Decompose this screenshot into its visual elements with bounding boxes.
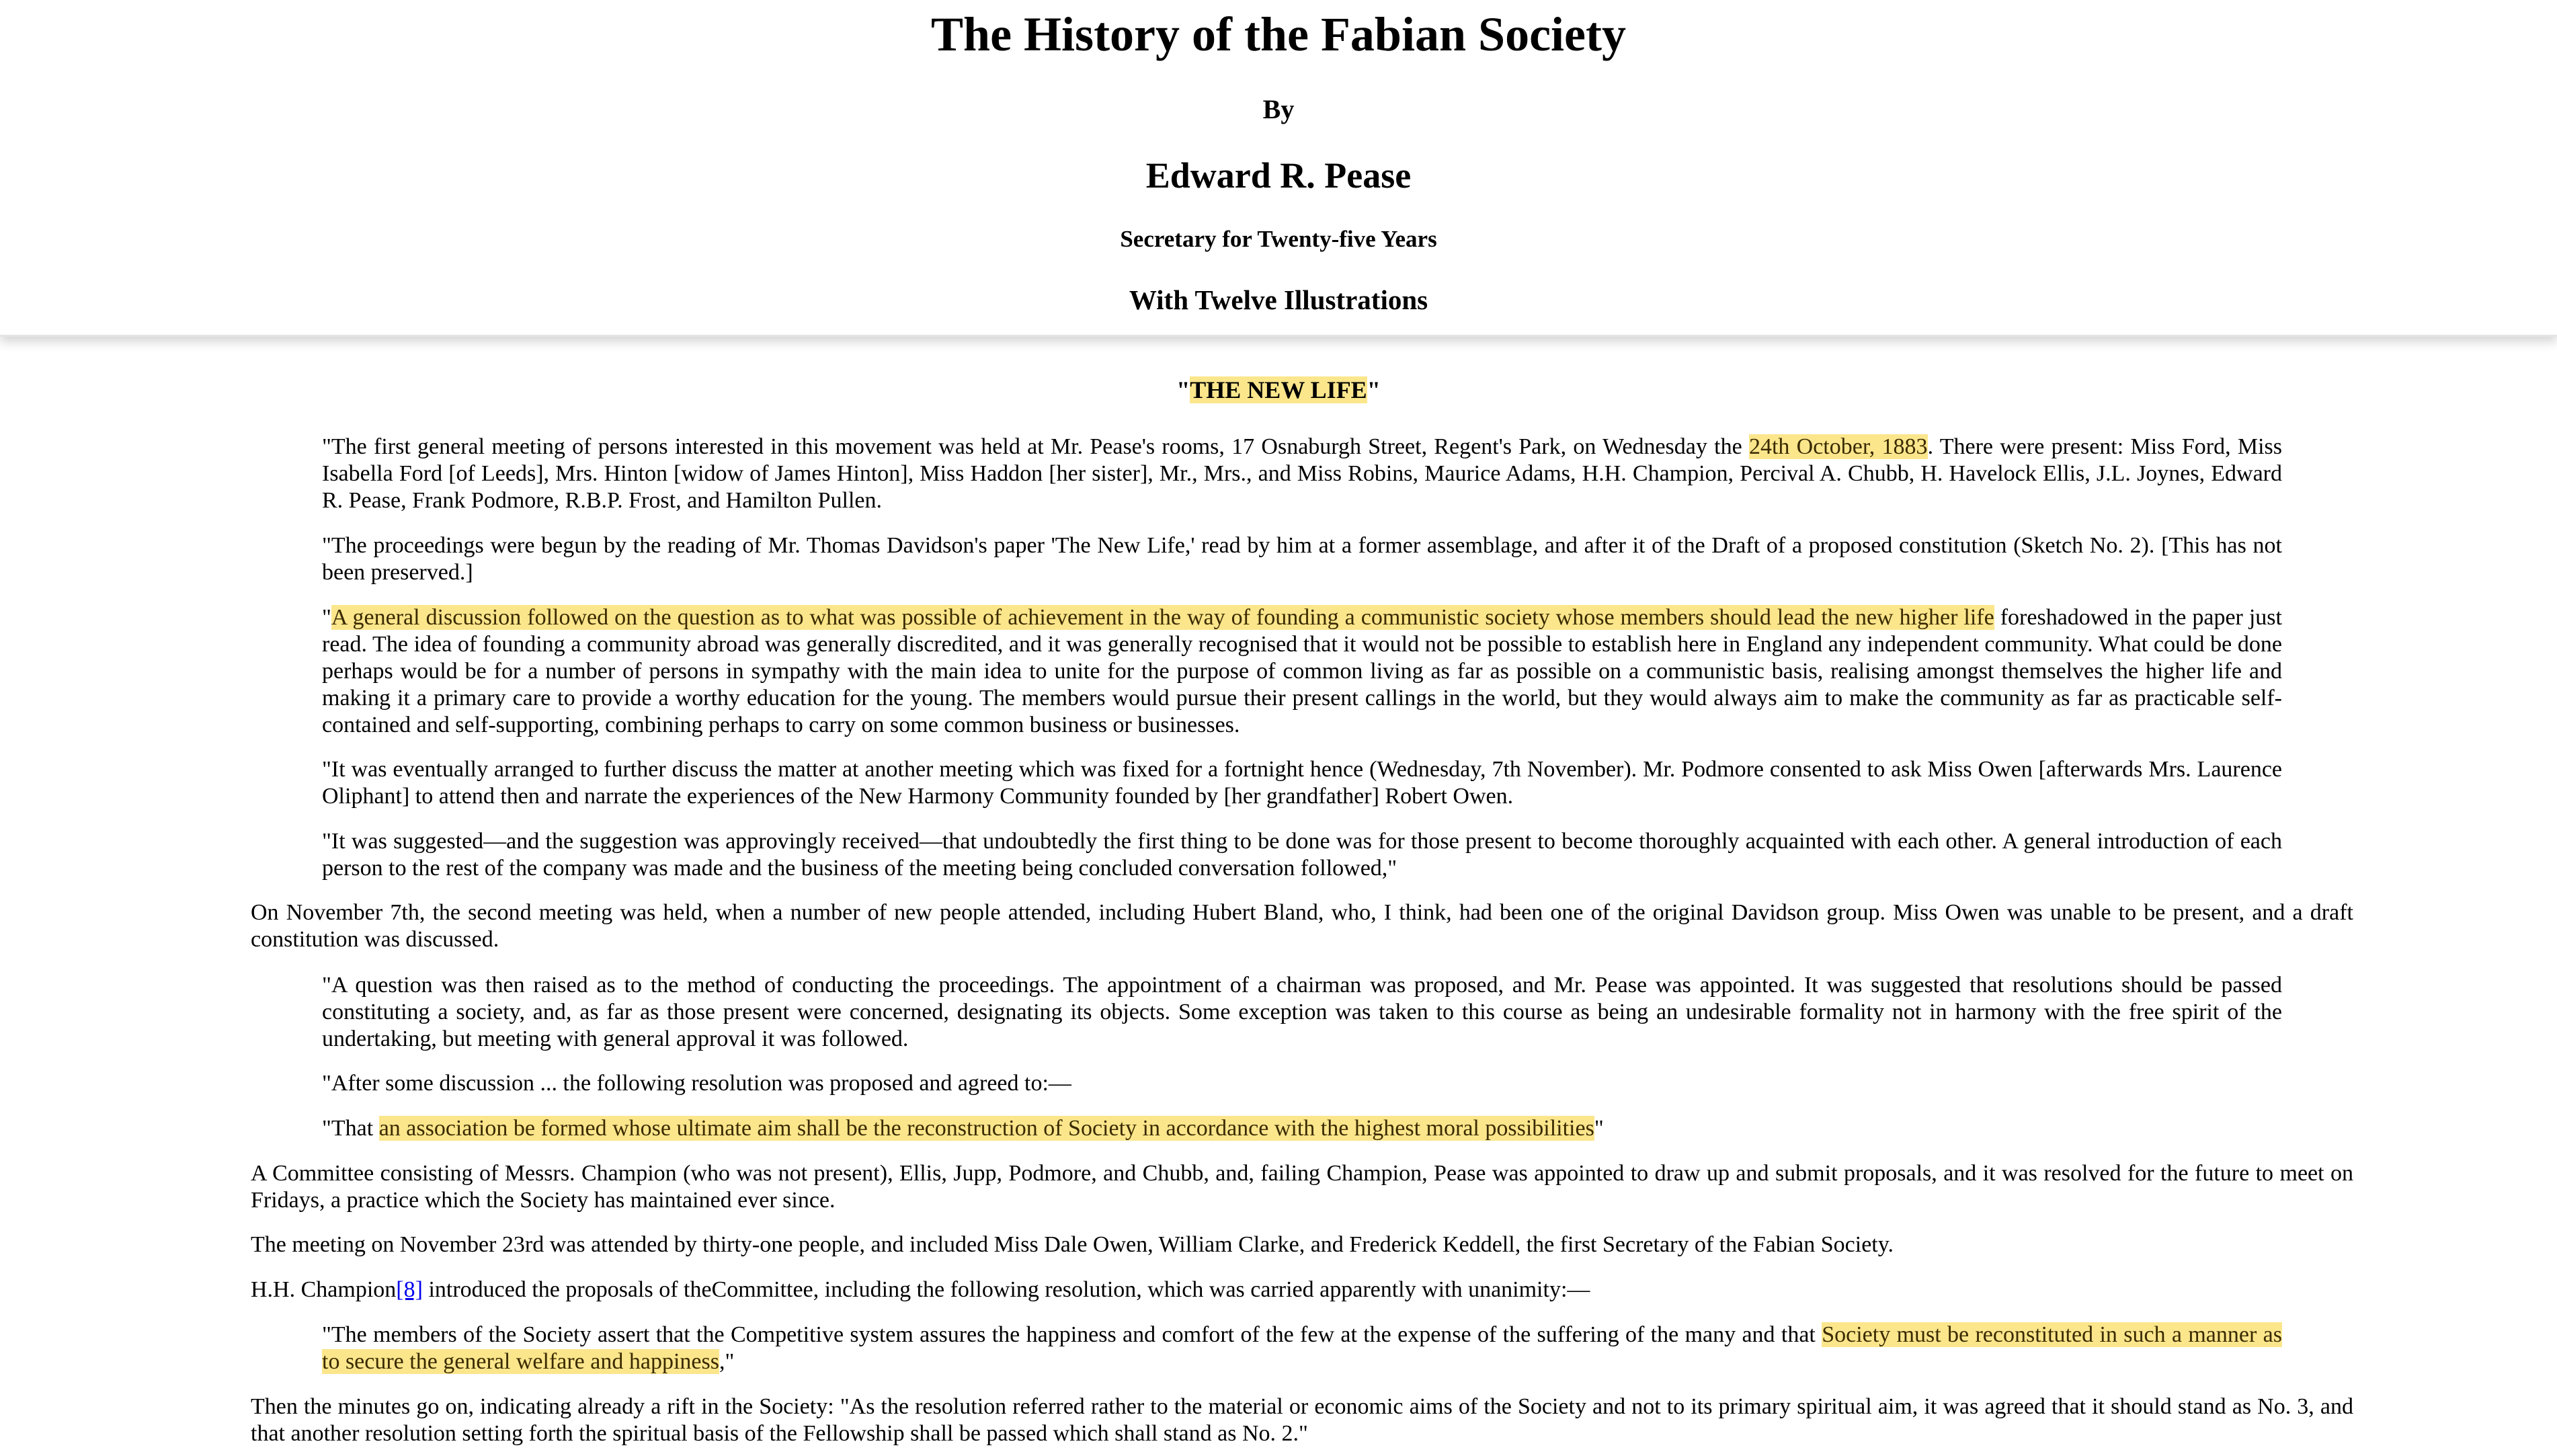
text-segment: "The first general meeting of persons interested in this movement was held at Mr. Pease's rooms, 17 Osnaburgh Street, Regent's Park, on Wednesday the	[322, 434, 1749, 459]
text-segment: "The members of the Society assert that the Competitive system assures the happiness and comfort of the few at the expense of the suffering of the many and that	[322, 1322, 1822, 1347]
heading-close-quote: "	[1367, 376, 1381, 403]
quote-paragraph	[322, 1322, 2282, 1375]
highlight[interactable]: THE NEW LIFE	[1190, 376, 1367, 403]
highlight[interactable]: A general discussion followed on the question as to what was possible of achievement in the way of founding a communistic society whose members should lead the new higher life	[331, 605, 1994, 630]
highlight[interactable]: an association be formed whose ultimate aim shall be the reconstruction of Society in accordance with the highest moral possibilities	[378, 1116, 1594, 1141]
footnote-link[interactable]: [8]	[396, 1277, 423, 1302]
body-paragraph: On November 7th, the second meeting was held, when a number of new people attended, including Hubert Bland, who, I think, had been one of the original Davidson group. Miss Owen was unable to be present, and a draft constitution was discussed.	[251, 900, 2353, 952]
quote-paragraph: "The proceedings were begun by the reading of Mr. Thomas Davidson's paper 'The New Life,' read by him at a former assemblage, and after it of the Draft of a proposed constitution (Sketch No. 2). [This has not been preserved.]	[322, 533, 2282, 585]
text-segment: "	[322, 605, 331, 630]
body-paragraph: A Committee consisting of Messrs. Champion (who was not present), Ellis, Jupp, Podmore, and Chubb, and, failing Champion, Pease was appointed to draw up and submit proposals, and it was resolved for the future to meet on Fridays, a practice which the Society has maintained ever since.	[251, 1161, 2353, 1213]
quote-paragraph: "It was suggested—and the suggestion was approvingly received—that undoubtedly the first thing to be done was for those present to become thoroughly acquainted with each other. A general introduction of each person to the rest of the company was made and the business of the meeting being concluded conversation followed,"	[322, 829, 2282, 881]
quote-paragraph: "After some discussion ... the following resolution was proposed and agreed to:—	[322, 1071, 1071, 1096]
highlight[interactable]: Society must be reconstituted in such a manner as to secure the general welfare and happiness	[322, 1322, 2282, 1374]
text-segment: ,"	[719, 1349, 735, 1374]
quote-paragraph	[322, 1115, 2282, 1142]
quote-paragraph	[322, 434, 2282, 514]
highlight[interactable]: 24th October, 1883	[1748, 434, 1928, 459]
heading-open-quote: "	[1176, 376, 1190, 403]
body-paragraph: Then the minutes go on, indicating already a rift in the Society: "As the resolution referred rather to the material or economic aims of the Society and not to its primary spiritual aim, it was agreed that it should stand as No. 3, and that another resolution setting forth the spiritual basis of the Fellowship shall be passed which shall stand as No. 2."	[251, 1394, 2353, 1446]
book-header	[0, 0, 2557, 337]
quote-paragraph: "A question was then raised as to the method of conducting the proceedings. The appointment of a chairman was proposed, and Mr. Pease was appointed. It was suggested that resolutions should be passed constituting a society, and, as far as those present were concerned, designating its objects. Some exception was taken to this course as being an undesirable formality not in harmony with the free spirit of the undertaking, but meeting with general approval it was followed.	[322, 973, 2282, 1051]
author-name: Edward R. Pease	[1145, 155, 1412, 196]
text-segment: introduced the proposals of theCommittee, including the following resolution, which was carried apparently with unanimity:—	[422, 1277, 1590, 1302]
body-paragraph: The meeting on November 23rd was attended by thirty-one people, and included Miss Dale Owen, William Clarke, and Frederick Keddell, the first Secretary of the Fabian Society.	[251, 1232, 1894, 1257]
book-title: The History of the Fabian Society	[931, 7, 1626, 61]
body-paragraph	[251, 1277, 2353, 1303]
text-segment: foreshadowed in the paper just read. The idea of founding a community abroad was generally discredited, and it was generally recognised that it would not be possible to establish here in England any independent community. What could be done perhaps would be for a number of persons in sympathy with the main idea to unite for the purpose of common living as far as possible on a communistic basis, realising amongst themselves the higher life and making it a primary care to provide a worthy education for the young. The members would pursue their present callings in the world, but they would always aim to make the community as far as practicable self-contained and self-supporting, combining perhaps to carry on some common business or businesses.	[322, 605, 2282, 737]
text-segment: H.H. Champion	[251, 1277, 397, 1302]
chapter-heading	[0, 374, 2557, 406]
quote-paragraph	[322, 604, 2282, 739]
text-segment: "	[1594, 1116, 1604, 1141]
author-subtitle: Secretary for Twenty-five Years	[1120, 226, 1437, 252]
text-segment: "That	[322, 1116, 379, 1141]
text-segment: . There were present: Miss Ford, Miss Isabella Ford [of Leeds], Mrs. Hinton [widow of James Hinton], Miss Haddon [her sister], Mr., Mrs., and Miss Robins, Maurice Adams, H.H. Champion, Percival A. Chubb, H. Havelock Ellis, J.L. Joynes, Edward R. Pease, Frank Podmore, R.B.P. Frost, and Hamilton Pullen.	[322, 434, 2283, 513]
illustrations-note: With Twelve Illustrations	[1129, 284, 1428, 315]
by-line: By	[1262, 94, 1295, 124]
quote-paragraph: "It was eventually arranged to further discuss the matter at another meeting which was fixed for a fortnight hence (Wednesday, 7th November). Mr. Podmore consented to ask Miss Owen [afterwards Mrs. Laurence Oliphant] to attend then and narrate the experiences of the New Harmony Community founded by [her grandfather] Robert Owen.	[322, 757, 2282, 809]
